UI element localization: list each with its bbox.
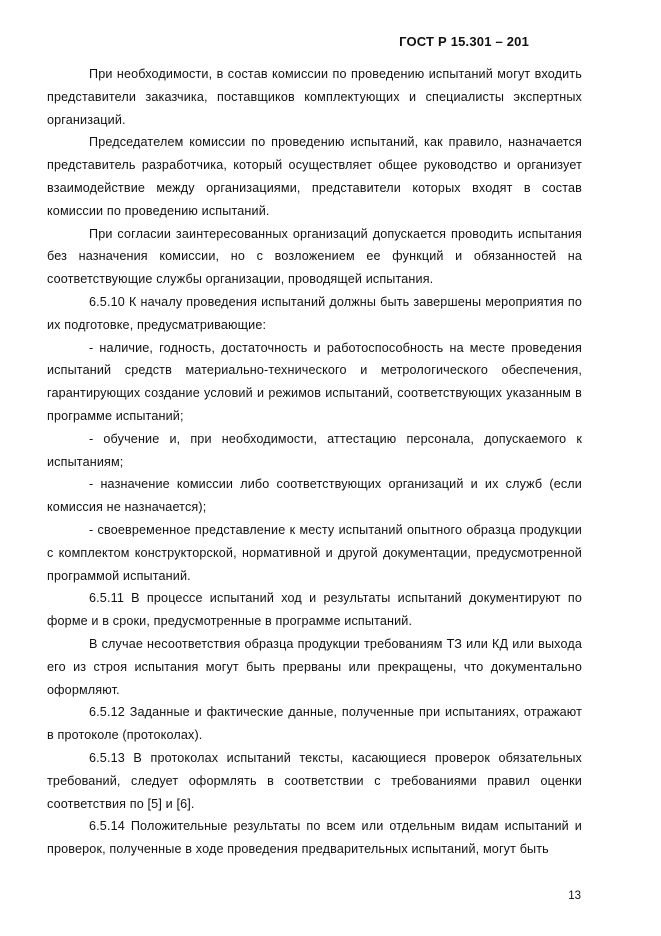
list-item-appointment: - назначение комиссии либо соответствующих организаций и их служб (если комиссия не назначается); — [47, 477, 582, 515]
paragraph-6-5-12: 6.5.12 Заданные и фактические данные, полученные при испытаниях, отражают в протоколе (протоколах). — [47, 705, 582, 743]
list-item-training: - обучение и, при необходимости, аттестацию персонала, допускаемого к испытаниям; — [47, 431, 582, 469]
list-item-equipment: - наличие, годность, достаточность и работоспособность на месте проведения испытаний средств материально-технического и метрологического обеспечения, гарантирующих создание условий и режимов испытаний, соответствующих указанным в программе испытаний; — [47, 340, 582, 423]
document-body — [47, 63, 582, 861]
document-header: ГОСТ Р 15.301 – 201 — [399, 34, 529, 49]
paragraph-commission-chair: Председателем комиссии по проведению испытаний, как правило, назначается представитель разработчика, который осуществляет общее руководство и организует взаимодействие между организациями, представители которых входят в состав комиссии по проведению испытаний. — [47, 135, 582, 218]
list-item-prototype-delivery: - своевременное представление к месту испытаний опытного образца продукции с комплектом конструкторской, нормативной и другой документации, предусмотренной программой испытаний. — [47, 522, 582, 583]
paragraph-6-5-11: 6.5.11 В процессе испытаний ход и результаты испытаний документируют по форме и в сроки, предусмотренные в программе испытаний. — [47, 591, 582, 629]
paragraph-commission-members: При необходимости, в состав комиссии по проведению испытаний могут входить представители заказчика, поставщиков комплектующих и специалисты экспертных организаций. — [47, 67, 582, 127]
paragraph-6-5-13: 6.5.13 В протоколах испытаний тексты, касающиеся проверок обязательных требований, следует оформлять в соответствии с требованиями правил оценки соответствия по [5] и [6]. — [47, 750, 582, 811]
paragraph-without-commission: При согласии заинтересованных организаций допускается проводить испытания без назначения комиссии, но с возложением ее функций и обязанностей на соответствующие службы организации, проводящей испытания. — [47, 226, 582, 287]
page-number: 13 — [568, 890, 581, 902]
paragraph-nonconformity: В случае несоответствия образца продукции требованиям ТЗ или КД или выхода его из строя испытания могут быть прерваны или прекращены, что документально оформляют. — [47, 636, 582, 697]
paragraph-6-5-10: 6.5.10 К началу проведения испытаний должны быть завершены мероприятия по их подготовке, предусматривающие: — [47, 294, 582, 332]
paragraph-6-5-14: 6.5.14 Положительные результаты по всем или отдельным видам испытаний и проверок, полученные в ходе проведения предварительных испытаний, могут быть — [47, 819, 582, 857]
